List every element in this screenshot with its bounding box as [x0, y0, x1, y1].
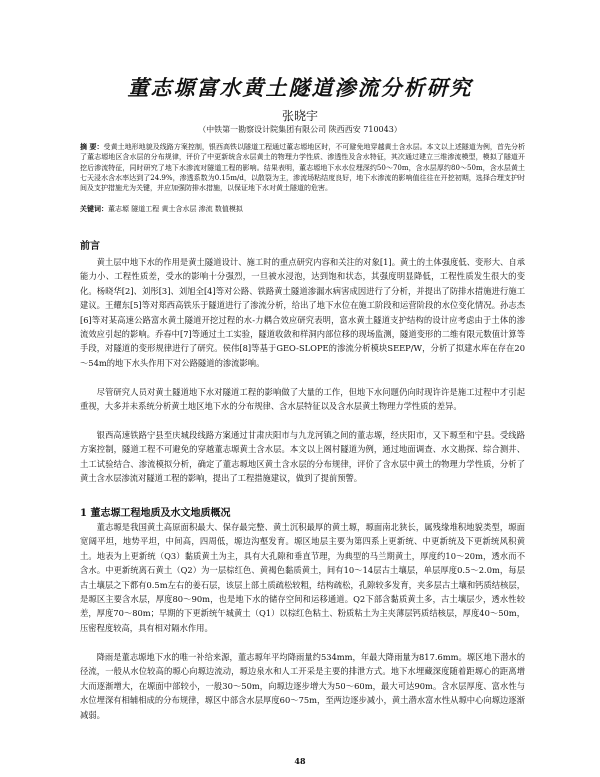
- keywords-label: 关键词：: [80, 204, 108, 213]
- author-affiliation: （中铁第一勘察设计院集团有限公司 陕西西安 710043）: [198, 125, 402, 134]
- intro-paragraph-3: 银西高速铁路宁县至庆城段线路方案通过甘肃庆阳市与九龙河镇之间的董志塬，经庆阳市，又下塬至和宁县。受线路方案控制，隧道工程不可避免的穿越董志塬黄土含水层。本文以上阁村隧道为例，通过地面调查、水文勘探、综合测井、土工试验结合、渗流模拟分析，确定了董志塬地区黄土含水层的分布规律，评价了含水层中黄土的物理力学性质，分析了黄土含水层渗流对隧道工程的影响，提出了工程措施建议，做到了提前预警。: [80, 430, 525, 484]
- section-heading-geology: 1 董志塬工程地质及水文地质概况: [80, 508, 231, 519]
- abstract-block: [80, 142, 525, 193]
- intro-paragraph-1: 黄土层中地下水的作用是黄土隧道设计、施工时的重点研究内容和关注的对象[1]。黄土的土体强度低、变形大、自承能力小、工程性质差，受水的影响十分强烈，一旦被水浸泡，达到饱和状态，其强度明显降低，工程性质发生很大的变化。杨晓华[2]、刘彤[3]、刘旭全[4]等对公路、铁路黄土隧道渗漏水病害成因进行了分析，并提出了防排水措施进行施工建议。王耀东[5]等对郑西高铁乐于隧道进行了渗流分析，给出了地下水位在施工阶段和运营阶段的水位变化情况。孙志杰[6]等对某高速公路富水黄土隧道开挖过程的水-力耦合效应研究表明，富水黄土隧道支护结构的设计应考虑由于土体的渗流效应引起的影响。乔春中[7]等通过土工实验，隧道收敛和样洞内部位移的现场监测，隧道变形的二维有限元数值计算等手段，对隧道的变形规律进行了研究。侯伟[8]等基于GEO-SLOPE的渗流分析模块SEEP/W，分析了拟建水库在存在20～54m的地下水头作用下对公路隧道的渗流影响。: [80, 257, 525, 368]
- author-name: 张晓宇: [281, 109, 318, 123]
- abstract-text: 受黄土地形地貌及线路方案控制，银西高铁以隧道工程通过董志塬地区时，不可避免地穿越黄土含水层。本文以上述隧道为例，首先分析了董志塬地区含水层的分布规律，评价了中更新统含水层黄土的物理力学性质、渗透性及含水特征，其次通过建立三维渗流模型，模拟了隧道开挖后渗流特征，同时研究了地下水渗流对隧道工程的影响。结果表明，董志塬地下水水位埋深约50～70m，含水层厚约80～50m，含水层黄土七天浸水含水率达到了24.9%，渗透系数为0.15m/d，以散裂为主，渗流场粘结度良好，地下水渗流的影响值往往在开挖初期，选择合理支护时间及支护措施尤为关键，并应加强防排水措施，以保证地下水对黄土隧道的危害。: [80, 143, 526, 193]
- paper-title: 董志塬富水黄土隧道渗流分析研究: [127, 75, 473, 100]
- geology-paragraph-2: 降雨是董志塬地下水的唯一补给来源，董志塬年平均降雨量约534mm，年最大降雨量为817.6mm。塬区地下潜水的径流，一般从水位较高的塬心向塬边流动，塬边泉水和人工开采是主要的排泄方式。地下水埋藏深度随着距塬心的距离增大而逐渐增大，在塬面中部较小，一般30～50m，向塬边逐步增大为50～60m，最大可达90m。含水层厚度、富水性与水位埋深有相辅相成的分布规律，塬区中部含水层厚度60～75m，至两边逐步减小，黄土潜水富水性从塬中心向塬边逐渐减弱。: [80, 652, 525, 720]
- keywords-block: [80, 204, 525, 214]
- section-heading-intro: 前言: [80, 241, 100, 252]
- keywords-text: 董志塬 隧道工程 黄土含水层 渗流 数值模拟: [108, 205, 243, 213]
- intro-paragraph-2: 尽管研究人员对黄土隧道地下水对隧道工程的影响做了大量的工作，但地下水问题仍向时现许许是施工过程中才引起重视，大多并未系统分析黄土地区地下水的分布规律、含水层特征以及含水层黄土物理力学性质的差异。: [80, 387, 525, 412]
- geology-paragraph-1: 董志塬是我国黄土高原面积最大、保存最完整、黄土沉积最厚的黄土塬，塬面南北狭长，属残缘堆积地貌类型，塬面宽阔平坦，地势平坦，中间高，四周低，塬边沟壑发育。塬区地层主要为第四系上更新统、中更新统及下更新统风积黄土。地表为上更新统（Q3）黏质黄土为主，具有大孔隙和垂直节理，为典型的马兰期黄土，厚度约10～20m，透水而不含水。中更新统离石黄土（Q2）为一层棕红色、黄褐色黏质黄土，间有10～14层古土壤层，单层厚度0.5～2.0m，每层古土壤层之下都有0.5m左右的姜石层，该层上部土质疏松较粗，结构疏松，孔隙较多发育，夹多层古土壤和钙质结核层，是塬区主要含水层，厚度80～90m，也是地下水的储存空间和运移通道。Q2下部含黏质黄土多，古土壤层少，透水性较差，厚度70～80m；早期的下更新统午城黄土（Q1）以棕红色粘土、粉质粘土为主夹薄层钙质结核层，厚度40～50m，压密程度较高，具有相对隔水作用。: [80, 522, 525, 633]
- page-number: 48: [294, 756, 306, 766]
- abstract-label: 摘 要：: [80, 142, 104, 151]
